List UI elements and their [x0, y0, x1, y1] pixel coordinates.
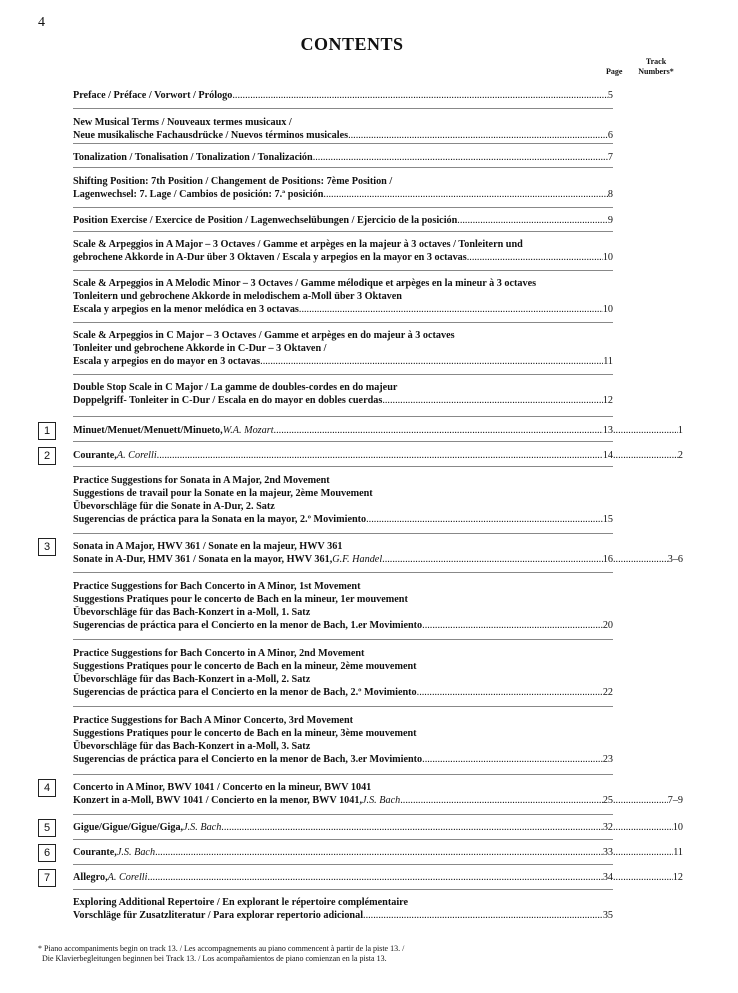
entry-line	[73, 553, 613, 566]
entry-line	[73, 909, 613, 922]
separator-rule	[73, 322, 613, 323]
entry-title-text: Exploring Additional Repertoire / En explorant le répertoire complémentaire	[73, 897, 409, 908]
entry-title-text: Courante,	[73, 847, 117, 858]
entry-title-text: Sugerencias de práctica para el Concierto en la menor de Bach, 3.er Movimiento	[73, 754, 423, 765]
piece-number-box: 7	[38, 869, 56, 887]
track-number: 7–9	[667, 795, 683, 806]
composer-name: A. Corelli	[116, 450, 157, 461]
composer-name: G.F. Handel	[332, 554, 383, 565]
contents-entry	[73, 821, 613, 834]
dot-leader	[155, 846, 603, 859]
dot-leader	[457, 214, 608, 227]
entry-line	[73, 606, 613, 619]
entry-line	[73, 487, 613, 500]
track-number-ref	[613, 846, 683, 859]
track-header-line1: Track	[645, 57, 667, 66]
entry-line	[73, 593, 613, 606]
dot-leader	[323, 188, 608, 201]
separator-rule	[73, 416, 613, 417]
contents-entry	[73, 846, 613, 859]
page-number-ref: 22	[602, 687, 613, 698]
page-number-ref: 20	[602, 620, 613, 631]
entry-line	[73, 647, 613, 660]
contents-entry	[73, 714, 613, 766]
entry-title-text: Suggestions Pratiques pour le concerto de Bach en la mineur, 3ème mouvement	[73, 728, 417, 739]
composer-name: J.S. Bach	[362, 795, 401, 806]
track-dot-leader	[613, 871, 673, 884]
contents-entry	[73, 116, 613, 142]
dot-leader	[422, 619, 603, 632]
piece-number-box: 2	[38, 447, 56, 465]
contents-entry	[73, 151, 613, 164]
separator-rule	[73, 774, 613, 775]
footnote-line-2: Die Klavierbegleitungen beginnen bei Track 13. / Los acompañamientos de piano comienzan en la pista 13.	[42, 954, 387, 963]
entry-title-text: New Musical Terms / Nouveaux termes musicaux /	[73, 117, 292, 128]
entry-line	[73, 449, 613, 462]
entry-title-text: Practice Suggestions for Bach Concerto in A Minor, 1st Movement	[73, 581, 361, 592]
entry-title-text: Practice Suggestions for Bach Concerto in A Minor, 2nd Movement	[73, 648, 365, 659]
track-dot-leader	[613, 449, 678, 462]
contents-entry	[73, 449, 613, 462]
separator-rule	[73, 270, 613, 271]
separator-rule	[73, 108, 613, 109]
separator-rule	[73, 889, 613, 890]
entry-title-text: Doppelgriff- Tonleiter in C-Dur / Escala en do mayor en dobles cuerdas	[73, 395, 383, 406]
entry-title-text: Konzert in a-Moll, BWV 1041 / Concierto en la menor, BWV 1041,	[73, 795, 363, 806]
entry-title-text: Minuet/Menuet/Menuett/Minueto,	[73, 425, 223, 436]
dot-leader	[221, 821, 603, 834]
separator-rule	[73, 533, 613, 534]
dot-leader	[467, 251, 603, 264]
track-header-line2: Numbers*	[638, 67, 674, 76]
entry-title-text: Tonleiter und gebrochene Akkorde in C-Dur – 3 Oktaven /	[73, 343, 327, 354]
entry-title-text: Lagenwechsel: 7. Lage / Cambios de posición: 7.ª posición	[73, 189, 324, 200]
entry-title-text: Sonata in A Major, HWV 361 / Sonate en la majeur, HWV 361	[73, 541, 343, 552]
page-number-ref: 7	[607, 152, 613, 163]
entry-title-text: Shifting Position: 7th Position / Changement de Positions: 7ème Position /	[73, 176, 393, 187]
composer-name: W.A. Mozart	[222, 425, 274, 436]
contents-entry	[73, 540, 613, 566]
page-number-ref: 5	[607, 90, 613, 101]
entry-title-text: Concerto in A Minor, BWV 1041 / Concerto en la mineur, BWV 1041	[73, 782, 372, 793]
entry-line	[73, 714, 613, 727]
entry-line	[73, 896, 613, 909]
dot-leader	[400, 794, 603, 807]
separator-rule	[73, 207, 613, 208]
entry-line	[73, 686, 613, 699]
entry-title-text: Übevorschläge für das Bach-Konzert in a-Moll, 1. Satz	[73, 607, 311, 618]
contents-entry	[73, 277, 613, 316]
track-number-ref	[613, 424, 683, 437]
entry-line	[73, 277, 613, 290]
entry-title-text: Practice Suggestions for Bach A Minor Concerto, 3rd Movement	[73, 715, 354, 726]
entry-title-text: Tonleitern und gebrochene Akkorde in melodischem a-Moll über 3 Oktaven	[73, 291, 402, 302]
entry-line	[73, 116, 613, 129]
dot-leader	[157, 449, 603, 462]
track-number: 11	[673, 847, 683, 858]
entry-title-text: Tonalization / Tonalisation / Tonalization / Tonalización	[73, 152, 313, 163]
separator-rule	[73, 839, 613, 840]
dot-leader	[260, 355, 603, 368]
entry-line	[73, 660, 613, 673]
entry-line	[73, 238, 613, 251]
entry-line	[73, 871, 613, 884]
entry-title-text: Sugerencias de práctica para la Sonata en la mayor, 2.º Movimiento	[73, 514, 367, 525]
page-number-ref: 32	[602, 822, 613, 833]
page-number-ref: 14	[602, 450, 613, 461]
track-number-ref	[613, 553, 683, 566]
entry-title-text: Sonate in A-Dur, HMV 361 / Sonata en la mayor, HWV 361,	[73, 554, 333, 565]
entry-title-text: Escala y arpegios en do mayor en 3 octavas	[73, 356, 261, 367]
track-column-header	[630, 57, 682, 77]
track-number: 10	[672, 822, 683, 833]
entry-line	[73, 781, 613, 794]
entry-title-text: Suggestions de travail pour la Sonate en la majeur, 2ème Mouvement	[73, 488, 373, 499]
page-column-header: Page	[606, 67, 623, 76]
piece-number-box: 3	[38, 538, 56, 556]
entry-line	[73, 129, 613, 142]
entry-title-text: Escala y arpegios en la menor melódica en 3 octavas	[73, 304, 299, 315]
entry-title-text: Scale & Arpeggios in A Melodic Minor – 3 Octaves / Gamme mélodique et arpèges en la mineur à 3 octaves	[73, 278, 537, 289]
track-dot-leader	[613, 794, 668, 807]
entry-line	[73, 821, 613, 834]
dot-leader	[417, 686, 603, 699]
piece-number-box: 5	[38, 819, 56, 837]
contents-entry	[73, 329, 613, 368]
contents-entry	[73, 896, 613, 922]
entry-line	[73, 394, 613, 407]
contents-entry	[73, 474, 613, 526]
composer-name: J.S. Bach	[183, 822, 222, 833]
dot-leader	[363, 909, 603, 922]
page-number-ref: 34	[602, 872, 613, 883]
entry-title-text: Neue musikalische Fachausdrücke / Nuevos términos musicales	[73, 130, 349, 141]
page-number-ref: 23	[602, 754, 613, 765]
entry-line	[73, 794, 613, 807]
entry-line	[73, 740, 613, 753]
entry-line	[73, 89, 613, 102]
footnote-line-1: * Piano accompaniments begin on track 13. / Les accompagnements au piano commencent à partir de la piste 13. /	[38, 944, 405, 953]
separator-rule	[73, 143, 613, 144]
track-number-ref	[613, 871, 683, 884]
entry-line	[73, 513, 613, 526]
contents-entry	[73, 871, 613, 884]
page-number-ref: 16	[602, 554, 613, 565]
page-number-ref: 6	[607, 130, 613, 141]
contents-entry	[73, 580, 613, 632]
page-number-ref: 25	[602, 795, 613, 806]
entry-title-text: gebrochene Akkorde in A-Dur über 3 Oktaven / Escala y arpegios en la mayor en 3 octavas	[73, 252, 467, 263]
entry-title-text: Sugerencias de práctica para el Concierto en la menor de Bach, 1.er Movimiento	[73, 620, 423, 631]
page-number-ref: 13	[602, 425, 613, 436]
separator-rule	[73, 167, 613, 168]
page-number-ref: 35	[602, 910, 613, 921]
separator-rule	[73, 639, 613, 640]
track-number-ref	[613, 821, 683, 834]
track-number: 3–6	[667, 554, 683, 565]
dot-leader	[147, 871, 602, 884]
contents-entry	[73, 175, 613, 201]
entry-title-text: Courante,	[73, 450, 117, 461]
track-number: 1	[677, 425, 683, 436]
separator-rule	[73, 572, 613, 573]
dot-leader	[232, 89, 608, 102]
entry-title-text: Practice Suggestions for Sonata in A Major, 2nd Movement	[73, 475, 330, 486]
entry-line	[73, 355, 613, 368]
footnote	[38, 944, 638, 964]
page-number-ref: 9	[607, 215, 613, 226]
dot-leader	[313, 151, 608, 164]
track-number: 12	[672, 872, 683, 883]
entry-line	[73, 290, 613, 303]
entry-title-text: Sugerencias de práctica para el Concierto en la menor de Bach, 2.º Movimiento	[73, 687, 417, 698]
page-number: 4	[38, 15, 45, 30]
track-dot-leader	[613, 553, 668, 566]
entry-title-text: Suggestions Pratiques pour le concerto de Bach en la mineur, 2ème mouvement	[73, 661, 417, 672]
entry-title-text: Double Stop Scale in C Major / La gamme de doubles-cordes en do majeur	[73, 382, 398, 393]
track-number-ref	[613, 794, 683, 807]
entry-title-text: Vorschläge für Zusatzliteratur / Para explorar repertorio adicional	[73, 910, 364, 921]
separator-rule	[73, 374, 613, 375]
contents-entry	[73, 381, 613, 407]
entry-title-text: Scale & Arpeggios in C Major – 3 Octaves / Gamme et arpèges en do majeur à 3 octaves	[73, 330, 455, 341]
entry-title-text: Übevorschläge für das Bach-Konzert in a-Moll, 3. Satz	[73, 741, 311, 752]
page-number-ref: 12	[602, 395, 613, 406]
page-number-ref: 33	[602, 847, 613, 858]
entry-title-text: Übevorschläge für die Sonate in A-Dur, 2. Satz	[73, 501, 275, 512]
dot-leader	[382, 553, 603, 566]
dot-leader	[382, 394, 602, 407]
entry-line	[73, 424, 613, 437]
entry-line	[73, 673, 613, 686]
entry-line	[73, 753, 613, 766]
page-title: CONTENTS	[300, 34, 404, 54]
entry-line	[73, 175, 613, 188]
track-dot-leader	[613, 424, 678, 437]
dot-leader	[274, 424, 603, 437]
entry-title-text: Suggestions Pratiques pour le concerto de Bach en la mineur, 1er mouvement	[73, 594, 408, 605]
entry-line	[73, 151, 613, 164]
piece-number-box: 4	[38, 779, 56, 797]
contents-entry	[73, 424, 613, 437]
contents-entry	[73, 238, 613, 264]
separator-rule	[73, 706, 613, 707]
entry-line	[73, 214, 613, 227]
entry-title-text: Übevorschläge für das Bach-Konzert in a-Moll, 2. Satz	[73, 674, 311, 685]
page-number-ref: 10	[602, 304, 613, 315]
track-dot-leader	[613, 821, 673, 834]
entry-line	[73, 580, 613, 593]
entry-title-text: Preface / Préface / Vorwort / Prólogo	[73, 90, 233, 101]
composer-name: J.S. Bach	[116, 847, 156, 858]
entry-line	[73, 727, 613, 740]
separator-rule	[73, 864, 613, 865]
page-number-ref: 10	[602, 252, 613, 263]
piece-number-box: 6	[38, 844, 56, 862]
entry-line	[73, 619, 613, 632]
contents-entry	[73, 781, 613, 807]
entry-line	[73, 846, 613, 859]
dot-leader	[348, 129, 608, 142]
contents-entry	[73, 89, 613, 102]
entry-line	[73, 381, 613, 394]
page-number-ref: 11	[603, 356, 613, 367]
piece-number-box: 1	[38, 422, 56, 440]
entry-line	[73, 303, 613, 316]
entry-title-text: Allegro,	[73, 872, 108, 883]
separator-rule	[73, 814, 613, 815]
track-number-ref	[613, 449, 683, 462]
entry-line	[73, 500, 613, 513]
entry-title-text: Gigue/Gigue/Gigue/Giga,	[73, 822, 184, 833]
page-number-ref: 15	[602, 514, 613, 525]
entry-line	[73, 342, 613, 355]
contents-entry	[73, 214, 613, 227]
contents-entry	[73, 647, 613, 699]
track-dot-leader	[613, 846, 673, 859]
dot-leader	[422, 753, 603, 766]
separator-rule	[73, 466, 613, 467]
entry-line	[73, 474, 613, 487]
entry-line	[73, 540, 613, 553]
composer-name: A. Corelli	[107, 872, 148, 883]
separator-rule	[73, 231, 613, 232]
entry-title-text: Position Exercise / Exercice de Position / Lagenwechselübungen / Ejercicio de la posición	[73, 215, 458, 226]
entry-line	[73, 329, 613, 342]
entry-line	[73, 188, 613, 201]
separator-rule	[73, 441, 613, 442]
track-number: 2	[677, 450, 683, 461]
entry-title-text: Scale & Arpeggios in A Major – 3 Octaves / Gamme et arpèges en la majeur à 3 octaves / Tonleitern und	[73, 239, 523, 250]
dot-leader	[299, 303, 603, 316]
dot-leader	[366, 513, 603, 526]
entry-line	[73, 251, 613, 264]
page-number-ref: 8	[607, 189, 613, 200]
